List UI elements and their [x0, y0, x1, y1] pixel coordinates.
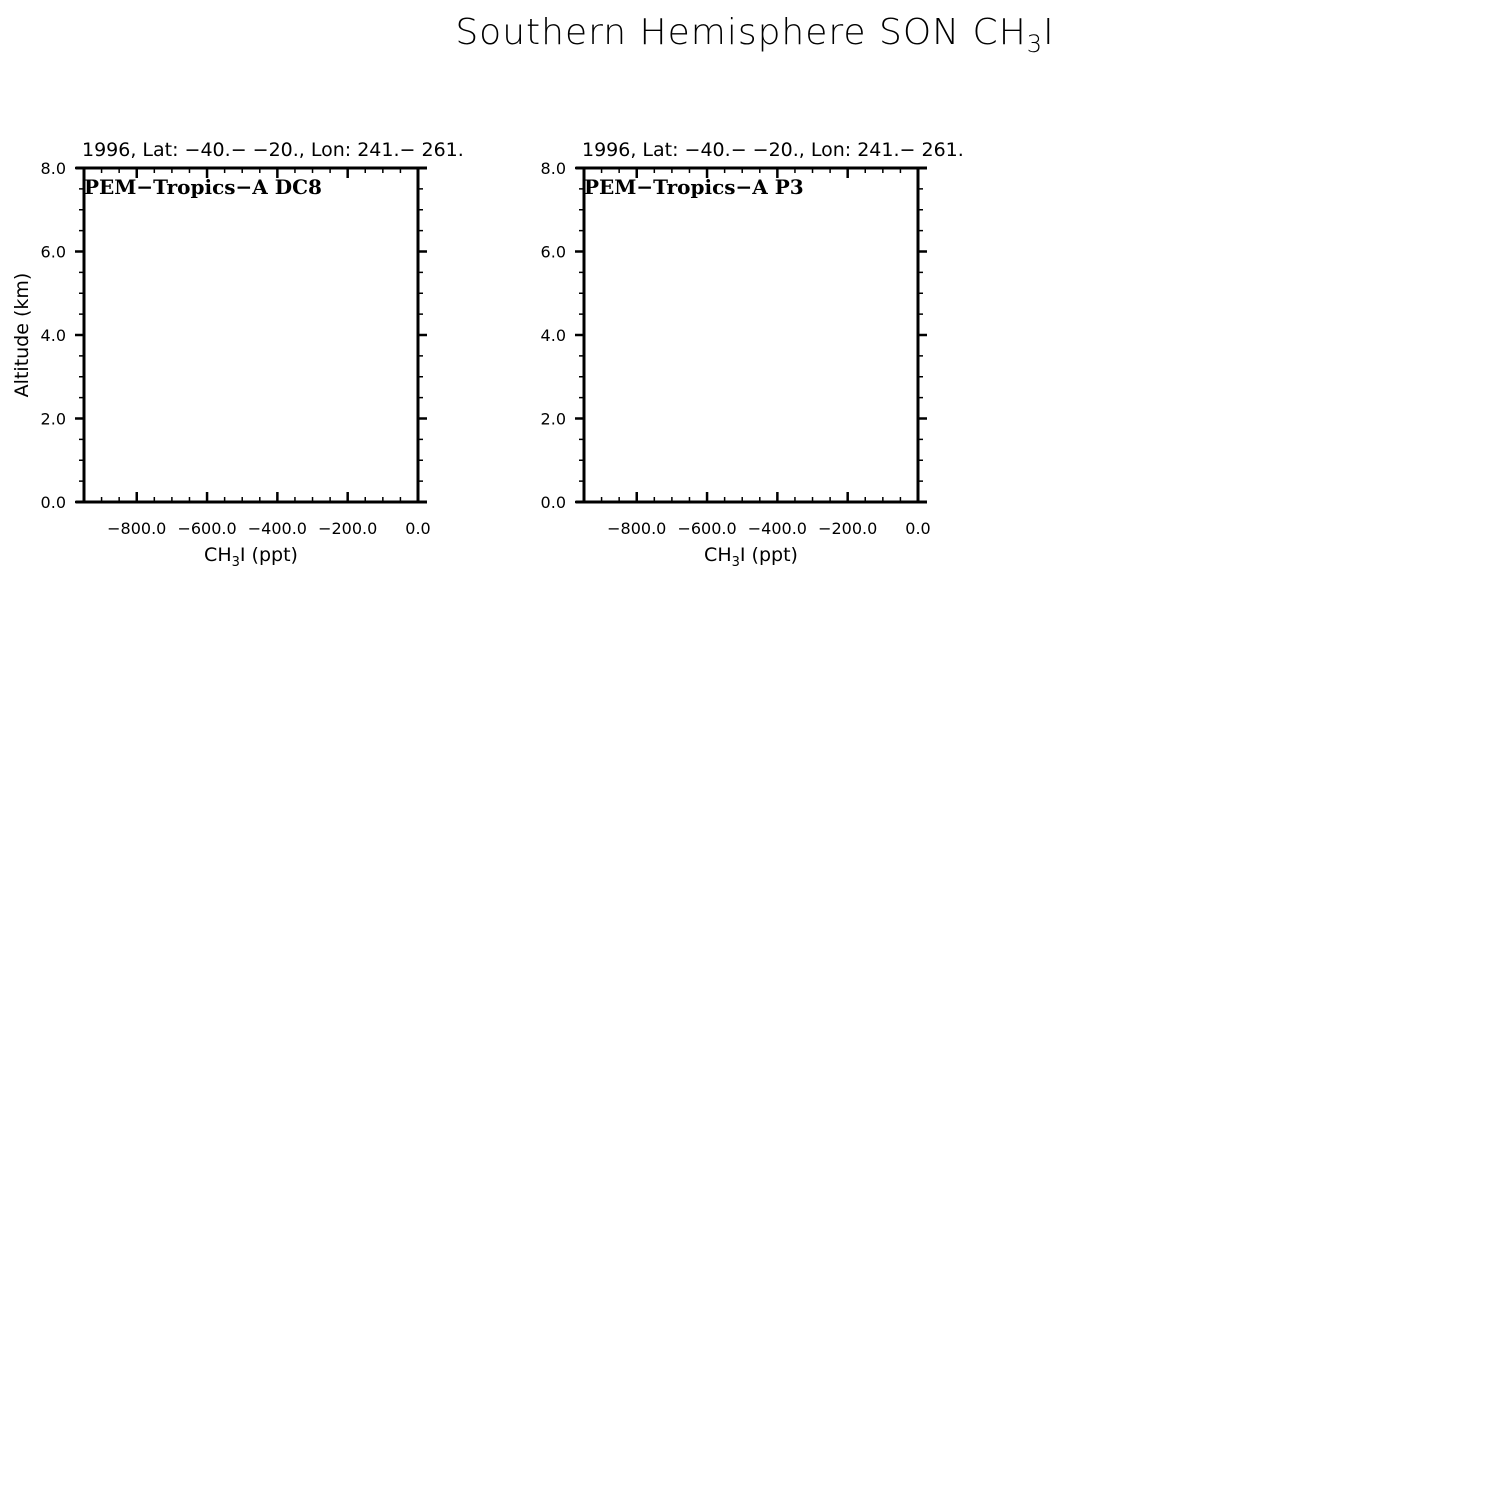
x-tick-label: −200.0 [818, 519, 878, 538]
x-tick-label: −800.0 [107, 519, 167, 538]
x-tick-label: −400.0 [747, 519, 807, 538]
x-tick-label: −600.0 [677, 519, 737, 538]
y-tick-label: 8.0 [40, 159, 66, 178]
y-tick-label: 6.0 [540, 242, 566, 262]
x-tick-label: −200.0 [318, 519, 378, 538]
y-tick-label: 4.0 [40, 326, 66, 345]
panel-annotation: PEM−Tropics−A P3 [584, 175, 804, 199]
x-tick-label: −400.0 [247, 519, 307, 538]
x-axis-label: $CH_3I$ (ppt) [704, 544, 798, 570]
plot-area [41, 159, 431, 538]
plot-area [541, 159, 931, 538]
x-tick-label: 0.0 [405, 519, 431, 538]
y-tick-label: 2.0 [40, 409, 66, 429]
y-tick-label: 0.0 [540, 493, 566, 512]
x-tick-label: −600.0 [177, 519, 237, 538]
x-tick-label: −800.0 [607, 519, 667, 538]
panel-annotation: PEM−Tropics−A DC8 [84, 175, 322, 199]
x-tick-label: 0.0 [905, 519, 931, 538]
figure-title: Southern Hemisphere SON $CH_3I$ [455, 12, 1055, 58]
chart-panel-dc8 [11, 139, 464, 570]
y-tick-label: 2.0 [540, 409, 566, 429]
chart-panel-p3 [541, 139, 964, 570]
plot-frame [584, 168, 918, 502]
y-tick-label: 0.0 [40, 493, 66, 512]
y-tick-label: 4.0 [540, 326, 566, 345]
panel-subtitle: 1996, Lat: −40.− −20., Lon: 241.− 261. [582, 139, 964, 161]
x-axis-label: $CH_3I$ (ppt) [204, 544, 298, 570]
y-tick-label: 6.0 [40, 242, 66, 262]
plot-frame [84, 168, 418, 502]
y-tick-label: 8.0 [540, 159, 566, 178]
y-axis-label: Altitude (km) [11, 272, 33, 398]
panel-subtitle: 1996, Lat: −40.− −20., Lon: 241.− 261. [82, 139, 464, 161]
